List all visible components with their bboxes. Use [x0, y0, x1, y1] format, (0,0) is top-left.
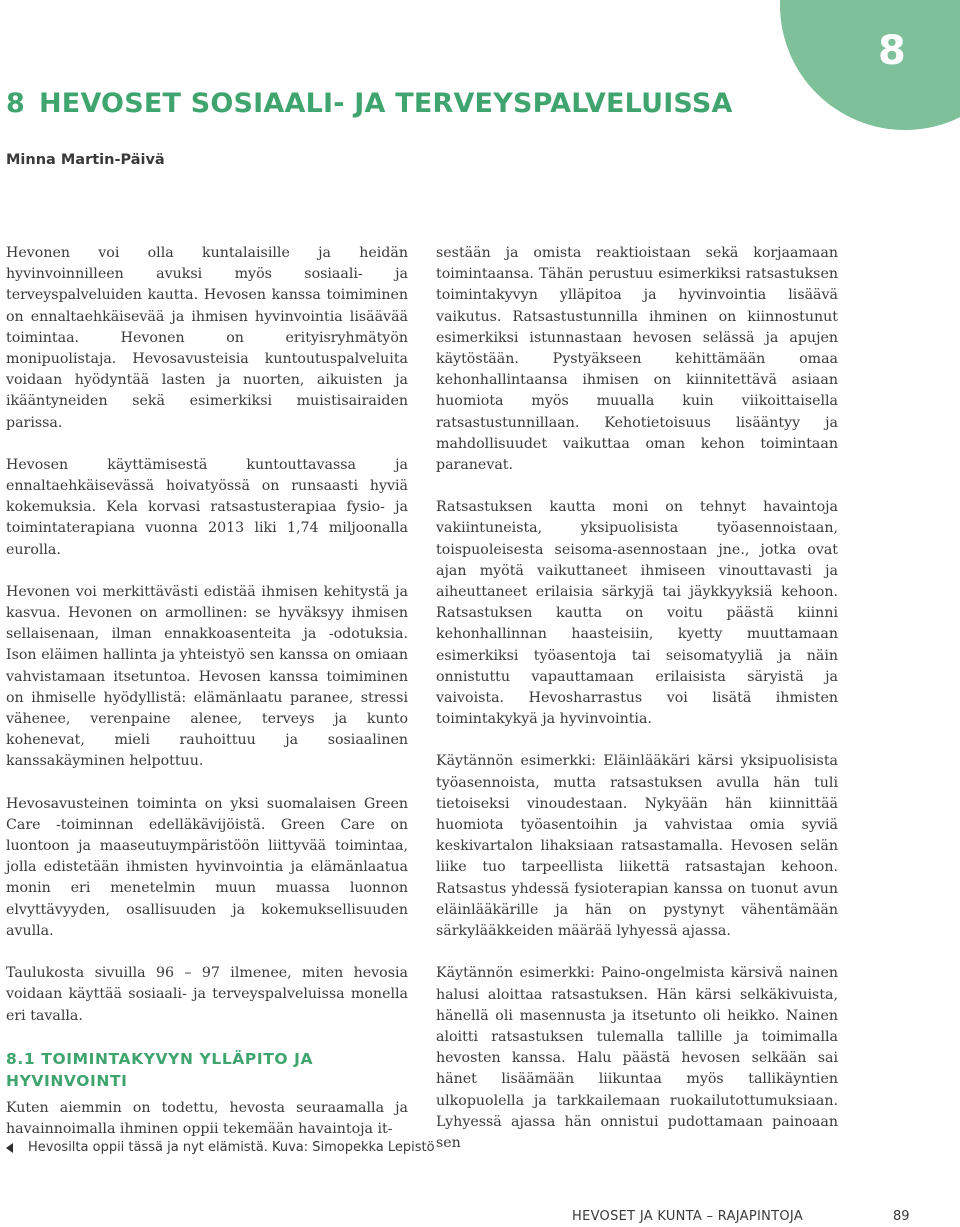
section-heading	[6, 1048, 408, 1092]
page-number: 89	[893, 1209, 910, 1224]
chapter-title	[6, 88, 733, 119]
paragraph: Ratsastuksen kautta moni on tehnyt havaintoja vakiintuneista, yksipuolisista työasennoistaan, toispuoleisesta seisoma-asennostaan jne., jotka ovat ajan myötä vaikuttaneet ihmiseen vinouttavasti ja aiheuttaneet erilaisia särkyjä tai jäykkyyksiä kehoon. Ratsastuksen kautta on voitu päästä kiinni kehonhallinnan haasteisiin, kyetty muuttamaan esimerkiksi työasentoja tai seisomatyyliä ja näin onnistuttu vapauttamaan erilaisista säryistä ja vaivoista. Hevosharrastus voi lisätä ihmisten toimintakykyä ja hyvinvointia.	[436, 499, 838, 728]
paragraph: Kuten aiemmin on todettu, hevosta seuraamalla ja havainnoimalla ihminen oppii tekemään havaintoja it-	[6, 1099, 408, 1137]
footer-title: HEVOSET JA KUNTA – RAJAPINTOJA	[572, 1209, 804, 1224]
paragraph: Hevosen käyttämisestä kuntouttavassa ja ennaltaehkäisevässä hoivatyössä on runsaasti hyviä kokemuksia. Kela korvasi ratsastusterapiaa fysio- ja toimintaterapiana vuonna 2013 liki 1,74 miljoonalla eurolla.	[6, 456, 408, 558]
paragraph: Hevonen voi olla kuntalaisille ja heidän hyvinvoinnilleen avuksi myös sosiaali- ja terveyspalveluiden kautta. Hevosen kanssa toimiminen on ennaltaehkäisevää ja ihmisen hyvinvointia lisäävää toimintaa. Hevonen on erityisryhmätyön monipuolistaja. Hevosavusteisia kuntoutuspalveluita voidaan hyödyntää lasten ja nuorten, aikuisten ja ikääntyneiden sekä esimerkiksi muistisairaiden parissa.	[6, 245, 408, 431]
chapter-tab	[780, 0, 960, 130]
chapter-title-text: HEVOSET SOSIAALI- JA TERVEYSPALVELUISSA	[39, 88, 733, 119]
paragraph: Käytännön esimerkki: Paino-ongelmista kärsivä nainen halusi aloittaa ratsastuksen. Hän kärsi selkäkivuista, hänellä oli masennusta ja itsetunto oli heikko. Nainen aloitti ratsastuksen tulemalla tallille ja toimimalla hevosten kanssa. Halu päästä hevosen selkään sai hänet lisäämään liikuntaa myös tallikäyntien ulkopuolella ja tarkkailemaan ruokailutottumuksiaan. Lyhyessä ajassa hän onnistui pudottamaan painoaan sen	[436, 965, 838, 1151]
paragraph: Taulukosta sivuilla 96 – 97 ilmenee, miten hevosia voidaan käyttää sosiaali- ja terveyspalveluissa monella eri tavalla.	[6, 965, 408, 1024]
paragraph: Käytännön esimerkki: Eläinlääkäri kärsi yksipuolisista työasennoista, mutta ratsastuksen avulla hän tuli tietoiseksi vinoudestaan. Nykyään hän kiinnittää huomiota työasentoihin ja vahvistaa omia syviä keskivartalon lihaksiaan ratsastamalla. Hevosen selän liike tuo tarpeellista liikettä ratsastajan kehoon. Ratsastus yhdessä fysioterapian kanssa on tuonut avun eläinlääkärille ja hän on pystynyt vähentämään särkylääkkeiden määrää lyhyessä ajassa.	[436, 753, 838, 940]
chapter-number: 8	[6, 88, 25, 119]
left-column	[6, 243, 408, 1140]
chapter-tab-number: 8	[878, 28, 906, 74]
right-column	[436, 243, 838, 1154]
section-title: TOIMINTAKYVYN YLLÄPITO JA HYVINVOINTI	[6, 1049, 314, 1090]
photo-caption	[6, 1140, 435, 1155]
caption-text: Hevosilta oppii tässä ja nyt elämistä. Kuva: Simopekka Lepistö	[28, 1140, 435, 1155]
paragraph: Hevosavusteinen toiminta on yksi suomalaisen Green Care -toiminnan edelläkävijöistä. Green Care on luontoon ja maaseutuympäristöön liittyvää toimintaa, jolla edistetään ihmisten hyvinvointia ja elämänlaatua monin eri menetelmin muun muassa luonnon elvyttävyyden, osallisuuden ja kokemuksellisuuden avulla.	[6, 795, 408, 939]
paragraph: Hevonen voi merkittävästi edistää ihmisen kehitystä ja kasvua. Hevonen on armollinen: se hyväksyy ihmisen sellaisenaan, ilman ennakkoasenteita ja -odotuksia. Ison eläimen hallinta ja yhteistyö sen kanssa on omiaan vahvistamaan itsetuntoa. Hevosen kanssa toimiminen on ihmiselle hyödyllistä: elämänlaatu paranee, stressi vähenee, verenpaine alenee, terveys ja kunto kohenevat, mieli rauhoittuu ja sosiaalinen kanssakäyminen helpottuu.	[6, 583, 408, 770]
section-number: 8.1	[6, 1049, 36, 1068]
author-name: Minna Martin-Päivä	[6, 152, 165, 168]
caption-arrow-icon	[6, 1143, 13, 1153]
paragraph: sestään ja omista reaktioistaan sekä korjaamaan toimintaansa. Tähän perustuu esimerkiksi ratsastuksen toimintakyvyn ylläpitoa ja hyvinvointia lisäävä vaikutus. Ratsastustunnilla ihminen on kiinnostunut esimerkiksi istunnastaan hevosen selässä ja apujen käytöstään. Pystyäkseen kehittämään omaa kehonhallintaansa ihmisen on kiinnitettävä asiaan huomiota myös muualla kuin viikoittaisella ratsastustunnillaan. Kehotietoisuus lisääntyy ja mahdollisuudet vaikuttaa oman kehon toimintaan paranevat.	[436, 245, 838, 474]
